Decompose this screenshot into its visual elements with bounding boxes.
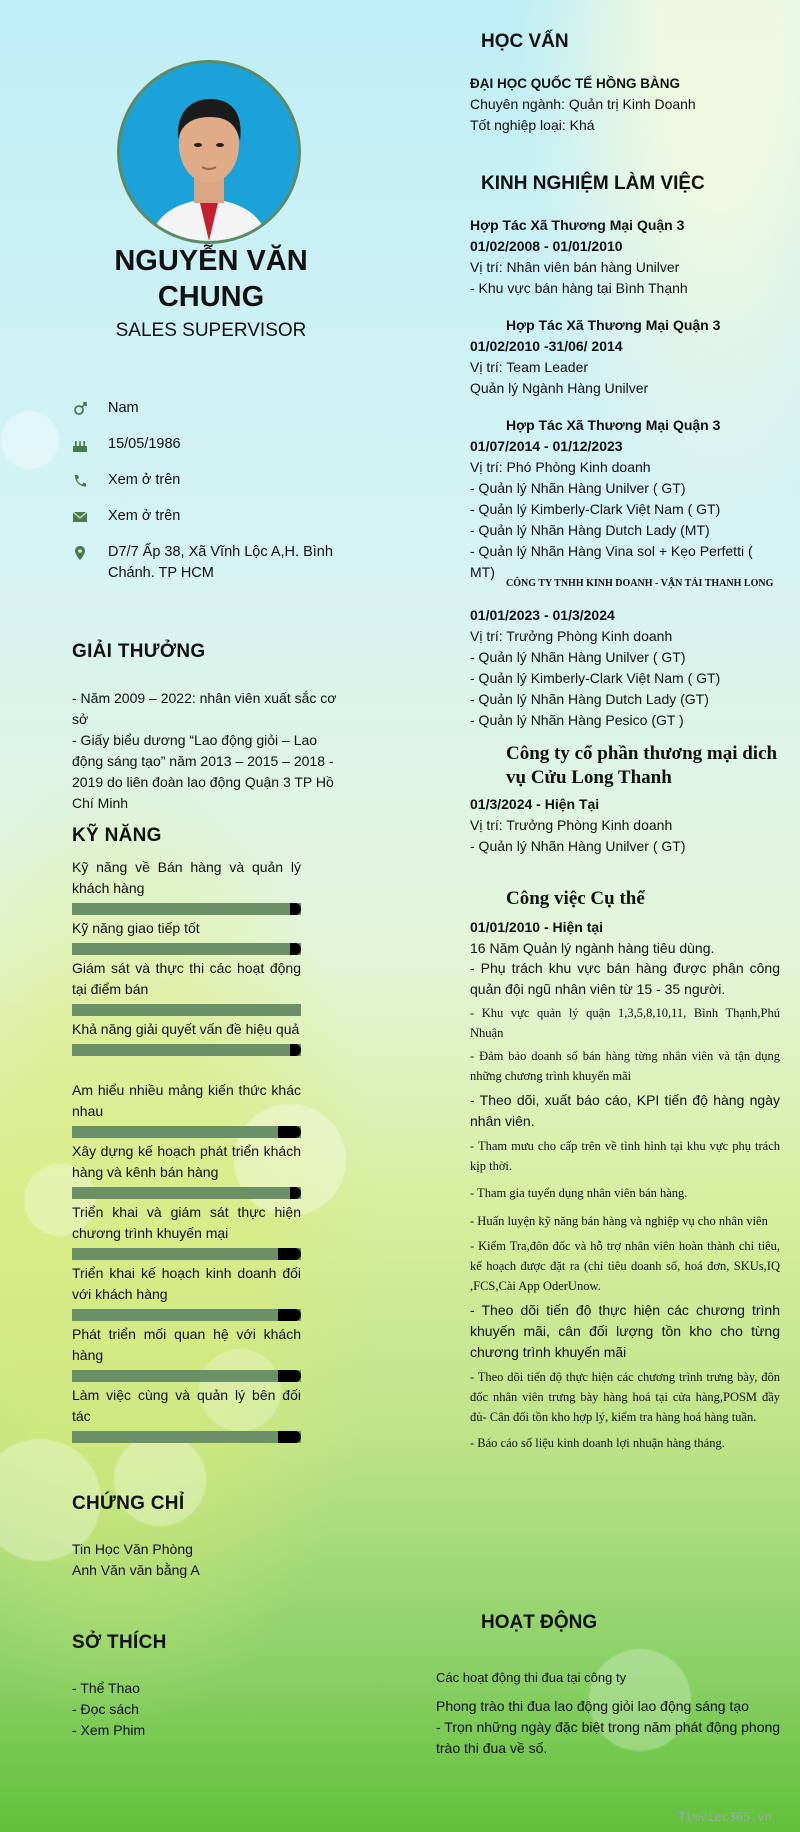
skill-label: Triển khai kế hoạch kinh doanh đối với khách hàng — [72, 1265, 301, 1302]
certificates-content — [72, 1539, 332, 1581]
skill-label: Triển khai và giám sát thực hiện chương trình khuyến mại — [72, 1204, 301, 1241]
job-period: 01/07/2014 - 01/12/2023 — [470, 438, 623, 454]
skill-label: Khả năng giải quyết vấn đề hiệu quả — [72, 1021, 300, 1037]
skill-bar — [72, 1187, 301, 1199]
hobby-item: - Thể Thao — [72, 1680, 140, 1696]
address-text: D7/7 Ấp 38, Xã Vĩnh Lộc A,H. Bình Chánh. TP HCM — [108, 544, 333, 581]
duty-item: - Đảm bảo doanh số bán hàng từng nhân viên và tận dụng những chương trình khuyến mãi — [470, 1049, 780, 1083]
skill-item — [72, 1019, 301, 1056]
skill-bar — [72, 1126, 301, 1138]
job-period: 01/3/2024 - Hiện Tại — [470, 796, 600, 812]
birthday-cake-icon — [72, 437, 88, 453]
job-detail: Vị trí: Phó Phòng Kinh doanh — [470, 459, 651, 475]
skill-label: Làm việc cùng và quản lý bên đối tác — [72, 1387, 301, 1424]
avatar — [117, 60, 301, 244]
skills-title: KỸ NĂNG — [72, 825, 162, 846]
gender-text: Nam — [108, 400, 139, 416]
duties-title: Công việc Cụ thể — [506, 888, 645, 909]
name-line-1: NGUYỄN VĂN — [114, 245, 308, 277]
skill-bar-cap — [290, 1187, 301, 1199]
skill-label: Phát triển mối quan hệ với khách hàng — [72, 1326, 301, 1363]
skill-label: Giám sát và thực thi các hoạt động tại điểm bán — [72, 960, 301, 997]
location-pin-icon — [72, 545, 88, 561]
skill-bar-cap — [290, 1044, 301, 1056]
job-detail: Vị trí: Team Leader — [470, 359, 589, 375]
company-name: Công ty cổ phần thương mại dich vụ Cửu Long Thanh — [506, 743, 778, 788]
school-name: ĐẠI HỌC QUỐC TẾ HỒNG BÀNG — [470, 76, 681, 91]
job-detail: - Quản lý Nhãn Hàng Vina sol + Kẹo Perfetti ( MT) — [470, 543, 753, 580]
awards-content — [72, 688, 344, 814]
duty-item: - Theo dõi tiến độ thực hiện các chương trình trưng bày, đôn đốc nhân viên trưng bày hàng hoá tại cửa hàng,POSM đầy đủ- Cân đối tồn kho hợp lý, kiểm tra hàng hoá hàng tuần. — [470, 1370, 780, 1424]
skill-item — [72, 1202, 301, 1260]
skill-item — [72, 1263, 301, 1321]
duty-item: - Báo cáo số liệu kinh doanh lợi nhuận hàng tháng. — [470, 1436, 725, 1450]
job-detail: Vị trí: Trưởng Phòng Kinh doanh — [470, 628, 673, 644]
activities-title: HOẠT ĐỘNG — [481, 1612, 598, 1633]
skill-bar-cap — [278, 1248, 301, 1260]
skill-bar — [72, 1431, 301, 1443]
grade: Tốt nghiệp loại: Khá — [470, 117, 595, 133]
phone-icon — [72, 473, 88, 489]
job-detail: - Quản lý Nhãn Hàng Unilver ( GT) — [470, 649, 686, 665]
duty-item: - Tham gia tuyển dụng nhân viên bán hàng. — [470, 1186, 688, 1200]
skill-bar — [72, 903, 301, 915]
job-detail: - Quản lý Nhãn Hàng Unilver ( GT) — [470, 480, 686, 496]
hobby-item: - Xem Phim — [72, 1722, 146, 1738]
hobbies-title: SỞ THÍCH — [72, 1632, 167, 1653]
award-item: - Năm 2009 – 2022: nhân viên xuất sắc cơ sở — [72, 690, 337, 727]
skill-label: Kỹ năng giao tiếp tốt — [72, 920, 200, 936]
phone-text: Xem ở trên — [108, 472, 181, 488]
skill-bar — [72, 1004, 301, 1016]
duty-item: - Phụ trách khu vực bán hàng được phân công quản đội ngũ nhân viên từ 15 - 35 người. — [470, 960, 780, 997]
job-title: SALES SUPERVISOR — [115, 320, 307, 341]
company-name: Hợp Tác Xã Thương Mại Quận 3 — [506, 317, 721, 333]
watermark: Timviec365.vn — [678, 1810, 772, 1824]
skill-bar-cap — [278, 1126, 301, 1138]
skill-bar-cap — [290, 903, 301, 915]
skill-item — [72, 1385, 301, 1443]
job-entry — [470, 415, 780, 583]
skill-bar — [72, 1248, 301, 1260]
activity-item: Phong trào thi đua lao động giỏi lao động sáng tạo — [436, 1698, 749, 1714]
skill-item — [72, 857, 301, 915]
skill-item — [72, 1080, 301, 1138]
duty-item: - Theo dõi, xuất báo cáo, KPI tiến độ hàng ngày nhân viên. — [470, 1092, 780, 1129]
full-name — [100, 243, 322, 315]
hobby-item: - Đọc sách — [72, 1701, 139, 1717]
skill-item — [72, 1141, 301, 1199]
job-entry — [470, 315, 780, 399]
certificates-title: CHỨNG CHỈ — [72, 1493, 185, 1514]
activity-item: - Trọn những ngày đặc biệt trong năm phát động phong trào thi đua về số. — [436, 1719, 781, 1756]
skill-bar — [72, 1044, 301, 1056]
activities-content — [436, 1696, 782, 1759]
duties-period: 01/01/2010 - Hiện tại — [470, 919, 604, 935]
job-period: 01/01/2023 - 01/3/2024 — [470, 607, 615, 623]
company-name: CÔNG TY TNHH KINH DOANH - VẬN TẢI THANH LONG — [506, 578, 774, 589]
job-detail: Quản lý Ngành Hàng Unilver — [470, 380, 649, 396]
skill-item — [72, 1324, 301, 1382]
company-name: Hợp Tác Xã Thương Mại Quận 3 — [506, 417, 721, 433]
skill-label: Am hiểu nhiều mảng kiến thức khác nhau — [72, 1082, 301, 1119]
education-content — [470, 73, 780, 136]
job-detail: Vị trí: Nhân viên bán hàng Unilver — [470, 259, 680, 275]
duty-item: - Huấn luyện kỹ năng bán hàng và nghiệp vụ cho nhân viên — [470, 1214, 768, 1228]
portrait-photo — [120, 63, 298, 241]
activities-intro: Các hoạt động thi đua tại công ty — [436, 1670, 627, 1685]
award-item: - Giấy biểu dương “Lao động giỏi – Lao động sáng tạo” năm 2013 – 2015 – 2018 - 2019 do liên đoàn lao động Quận 3 TP Hồ Chí Minh — [72, 732, 334, 811]
name-line-2: CHUNG — [157, 281, 265, 313]
duty-item: - Tham mưu cho cấp trên về tình hình tại khu vực phụ trách kịp thời. — [470, 1139, 780, 1173]
skill-bar — [72, 943, 301, 955]
skill-bar-cap — [290, 943, 301, 955]
job-detail: - Quản lý Kimberly-Clark Việt Nam ( GT) — [470, 670, 721, 686]
duty-item: - Kiểm Tra,đôn đốc và hỗ trợ nhân viên hoàn thành chỉ tiêu, kế hoạch được đặt ra (chỉ tiêu doanh số, hoá đơn, SKUs,IQ ,FCS,Cài App OderUnow. — [470, 1239, 780, 1293]
skill-item — [72, 958, 301, 1016]
birthday-text: 15/05/1986 — [108, 436, 181, 452]
gender-icon — [72, 401, 88, 417]
skill-bar — [72, 1309, 301, 1321]
hobbies-content — [72, 1678, 272, 1741]
job-detail: - Quản lý Nhãn Hàng Dutch Lady (MT) — [470, 522, 710, 538]
duty-item: - Khu vực quản lý quận 1,3,5,8,10,11, Bình Thạnh,Phú Nhuận — [470, 1006, 780, 1040]
certificate-item: Tin Học Văn Phòng — [72, 1541, 193, 1557]
experience-title: KINH NGHIỆM LÀM VIỆC — [481, 173, 705, 194]
skill-bar-cap — [278, 1370, 301, 1382]
duty-item: - Theo dõi tiến độ thực hiện các chương trình khuyến mãi, cân đối lượng tồn kho cho từng chương trình khuyến mãi — [470, 1302, 780, 1360]
job-detail: - Quản lý Nhãn Hàng Unilver ( GT) — [470, 838, 686, 854]
job-entry — [470, 605, 780, 731]
job-entry — [470, 215, 780, 299]
awards-title: GIẢI THƯỞNG — [72, 641, 206, 662]
job-detail: - Quản lý Nhãn Hàng Pesico (GT ) — [470, 712, 684, 728]
job-detail: - Khu vực bán hàng tại Bình Thạnh — [470, 280, 688, 296]
job-period: 01/02/2010 -31/06/ 2014 — [470, 338, 623, 354]
job-period: 01/02/2008 - 01/01/2010 — [470, 238, 623, 254]
certificate-item: Anh Văn văn bằng A — [72, 1562, 200, 1578]
skill-bar — [72, 1370, 301, 1382]
skill-label: Kỹ năng về Bán hàng và quản lý khách hàng — [72, 859, 301, 896]
duty-item: 16 Năm Quản lý ngành hàng tiêu dùng. — [470, 940, 715, 956]
skill-bar-cap — [278, 1431, 301, 1443]
job-detail: - Quản lý Kimberly-Clark Việt Nam ( GT) — [470, 501, 721, 517]
job-entry — [470, 794, 780, 857]
skill-item — [72, 918, 301, 955]
skill-label: Xây dựng kế hoạch phát triển khách hàng và kênh bán hàng — [72, 1143, 301, 1180]
education-title: HỌC VẤN — [481, 31, 569, 52]
company-name: Hợp Tác Xã Thương Mại Quận 3 — [470, 217, 685, 233]
job-detail: Vị trí: Trưởng Phòng Kinh doanh — [470, 817, 673, 833]
email-icon — [72, 509, 88, 525]
email-text: Xem ở trên — [108, 508, 181, 524]
skill-bar-cap — [278, 1309, 301, 1321]
job-detail: - Quản lý Nhãn Hàng Dutch Lady (GT) — [470, 691, 709, 707]
major: Chuyên ngành: Quản trị Kinh Doanh — [470, 96, 696, 112]
duties-content — [470, 917, 780, 1453]
